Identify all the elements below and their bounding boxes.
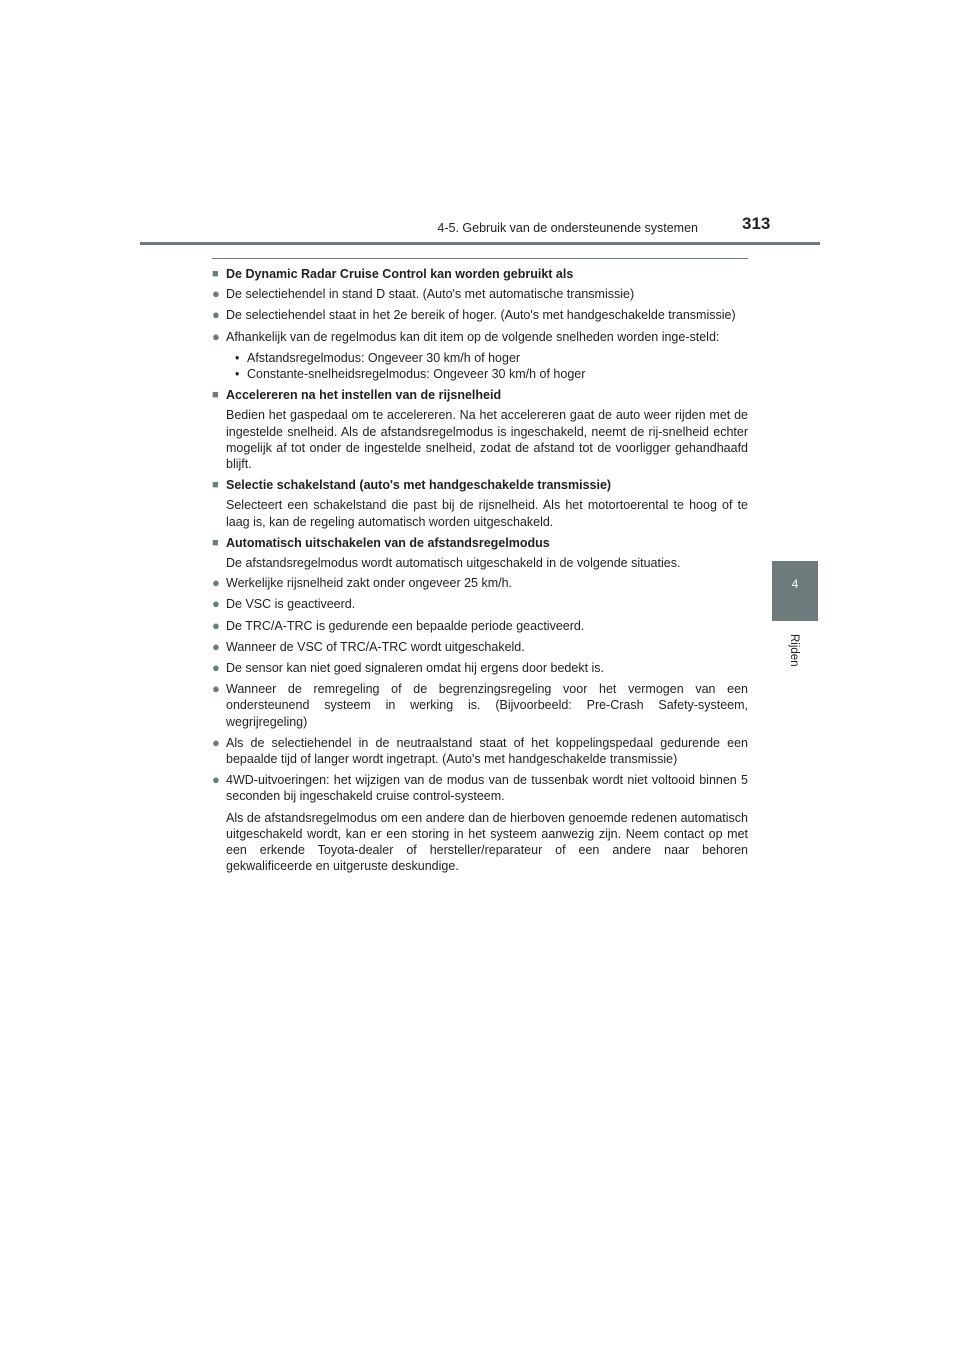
square-bullet-icon: ■ bbox=[212, 268, 219, 280]
section-heading bbox=[212, 477, 748, 493]
section-heading-text: Automatisch uitschakelen van de afstandsregelmodus bbox=[226, 535, 550, 550]
square-bullet-icon: ■ bbox=[212, 389, 219, 402]
page-number: 313 bbox=[742, 214, 771, 233]
sub-list-item-text: Constante-snelheidsregelmodus: Ongeveer 30 km/h of hoger bbox=[247, 367, 586, 382]
section-body-text: Bedien het gaspedaal om te accelereren. Na het accelereren gaat de auto weer rijden met de ingestelde snelheid. Als de afstandsregelmodus is ingeschakeld, neemt de rij-snelheid echter mogelijk af tot onder de ingestelde snelheid, zodat de afstand tot de voorligger gehandhaafd blijft. bbox=[226, 408, 748, 472]
section-heading-text: Selectie schakelstand (auto's met handgeschakelde transmissie) bbox=[226, 478, 612, 493]
section-heading bbox=[212, 535, 748, 551]
circle-bullet-icon: ● bbox=[212, 328, 220, 344]
page-content bbox=[212, 266, 748, 880]
list-item-text: De selectiehendel in stand D staat. (Auto's met automatische transmissie) bbox=[226, 287, 635, 302]
section-gear-selection bbox=[212, 477, 748, 530]
circle-bullet-icon: ● bbox=[212, 575, 220, 591]
content-top-rule bbox=[212, 258, 748, 259]
section-heading bbox=[212, 266, 748, 282]
section-body-text: Selecteert een schakelstand die past bij de rijsnelheid. Als het motortoerental te hoog of te laag is, kan de regeling automatisch worden uitgeschakeld. bbox=[226, 498, 748, 529]
list-item-text: Werkelijke rijsnelheid zakt onder ongeveer 25 km/h. bbox=[226, 576, 513, 591]
circle-bullet-icon: ● bbox=[212, 638, 220, 654]
circle-bullet-icon: ● bbox=[212, 617, 220, 633]
list-item-text: Wanneer de remregeling of de begrenzingsregeling voor het vermogen van een ondersteunend systeem in werking is. (Bijvoorbeeld: Pre-Crash Safety-systeem, wegrijregeling) bbox=[226, 682, 748, 729]
list-item bbox=[212, 618, 748, 634]
section-accelerating bbox=[212, 387, 748, 472]
section-header-title: 4-5. Gebruik van de ondersteunende systemen bbox=[437, 221, 698, 235]
list-item-text: De TRC/A-TRC is gedurende een bepaalde periode geactiveerd. bbox=[226, 618, 585, 633]
section-usage-conditions bbox=[212, 266, 748, 382]
sub-list-item bbox=[235, 350, 748, 366]
bullet-list bbox=[212, 575, 748, 804]
list-item bbox=[212, 735, 748, 767]
list-item bbox=[212, 329, 748, 345]
list-item bbox=[212, 681, 748, 730]
circle-bullet-icon: ● bbox=[212, 660, 220, 676]
list-item-text: 4WD-uitvoeringen: het wijzigen van de modus van de tussenbak wordt niet voltooid binnen 5 seconden bij ingeschakeld cruise control-systeem. bbox=[226, 773, 748, 804]
small-bullet-icon: • bbox=[235, 350, 240, 365]
section-heading bbox=[212, 387, 748, 403]
sub-bullet-list bbox=[212, 350, 748, 382]
bullet-list bbox=[212, 286, 748, 345]
section-closing-text: Als de afstandsregelmodus om een andere dan de hierboven genoemde redenen automatisch uitgeschakeld wordt, kan er een storing in het systeem aanwezig zijn. Neem contact op met een erkende Toyota-dealer of hersteller/reparateur of een andere naar behoren gekwalificeerde en uitgeruste deskundige. bbox=[226, 810, 748, 874]
circle-bullet-icon: ● bbox=[212, 286, 220, 302]
list-item-text: De selectiehendel staat in het 2e bereik of hoger. (Auto's met handgeschakelde transmissie) bbox=[226, 308, 736, 323]
list-item-text: De VSC is geactiveerd. bbox=[226, 597, 356, 612]
list-item bbox=[212, 575, 748, 591]
chapter-tab bbox=[772, 561, 818, 621]
square-bullet-icon: ■ bbox=[212, 536, 219, 549]
circle-bullet-icon: ● bbox=[212, 681, 220, 697]
list-item-text: Afhankelijk van de regelmodus kan dit item op de volgende snelheden worden inge-steld: bbox=[226, 329, 720, 344]
list-item bbox=[212, 639, 748, 655]
header-rule bbox=[140, 242, 820, 245]
square-bullet-icon: ■ bbox=[212, 479, 219, 492]
list-item-text: Wanneer de VSC of TRC/A-TRC wordt uitgeschakeld. bbox=[226, 639, 525, 654]
section-auto-cancel bbox=[212, 535, 748, 875]
section-heading-text: De Dynamic Radar Cruise Control kan worden gebruikt als bbox=[226, 267, 574, 281]
list-item bbox=[212, 772, 748, 804]
chapter-label: Rijden bbox=[788, 634, 800, 667]
circle-bullet-icon: ● bbox=[212, 772, 220, 788]
section-heading-text: Accelereren na het instellen van de rijsnelheid bbox=[226, 388, 502, 403]
list-item bbox=[212, 286, 748, 302]
list-item bbox=[212, 660, 748, 676]
list-item-text: Als de selectiehendel in de neutraalstand staat of het koppelingspedaal gedurende een bepaalde tijd of langer wordt ingetrapt. (Auto's met handgeschakelde transmissie) bbox=[226, 735, 748, 767]
circle-bullet-icon: ● bbox=[212, 734, 220, 750]
list-item-text: De sensor kan niet goed signaleren omdat hij ergens door bedekt is. bbox=[226, 661, 605, 676]
circle-bullet-icon: ● bbox=[212, 307, 220, 323]
chapter-number: 4 bbox=[791, 577, 799, 591]
circle-bullet-icon: ● bbox=[212, 596, 220, 612]
sub-list-item bbox=[235, 366, 748, 382]
list-item bbox=[212, 596, 748, 612]
list-item bbox=[212, 307, 748, 323]
sub-list-item-text: Afstandsregelmodus: Ongeveer 30 km/h of hoger bbox=[247, 350, 521, 365]
small-bullet-icon: • bbox=[235, 367, 240, 382]
section-body-text: De afstandsregelmodus wordt automatisch uitgeschakeld in de volgende situaties. bbox=[226, 556, 681, 571]
